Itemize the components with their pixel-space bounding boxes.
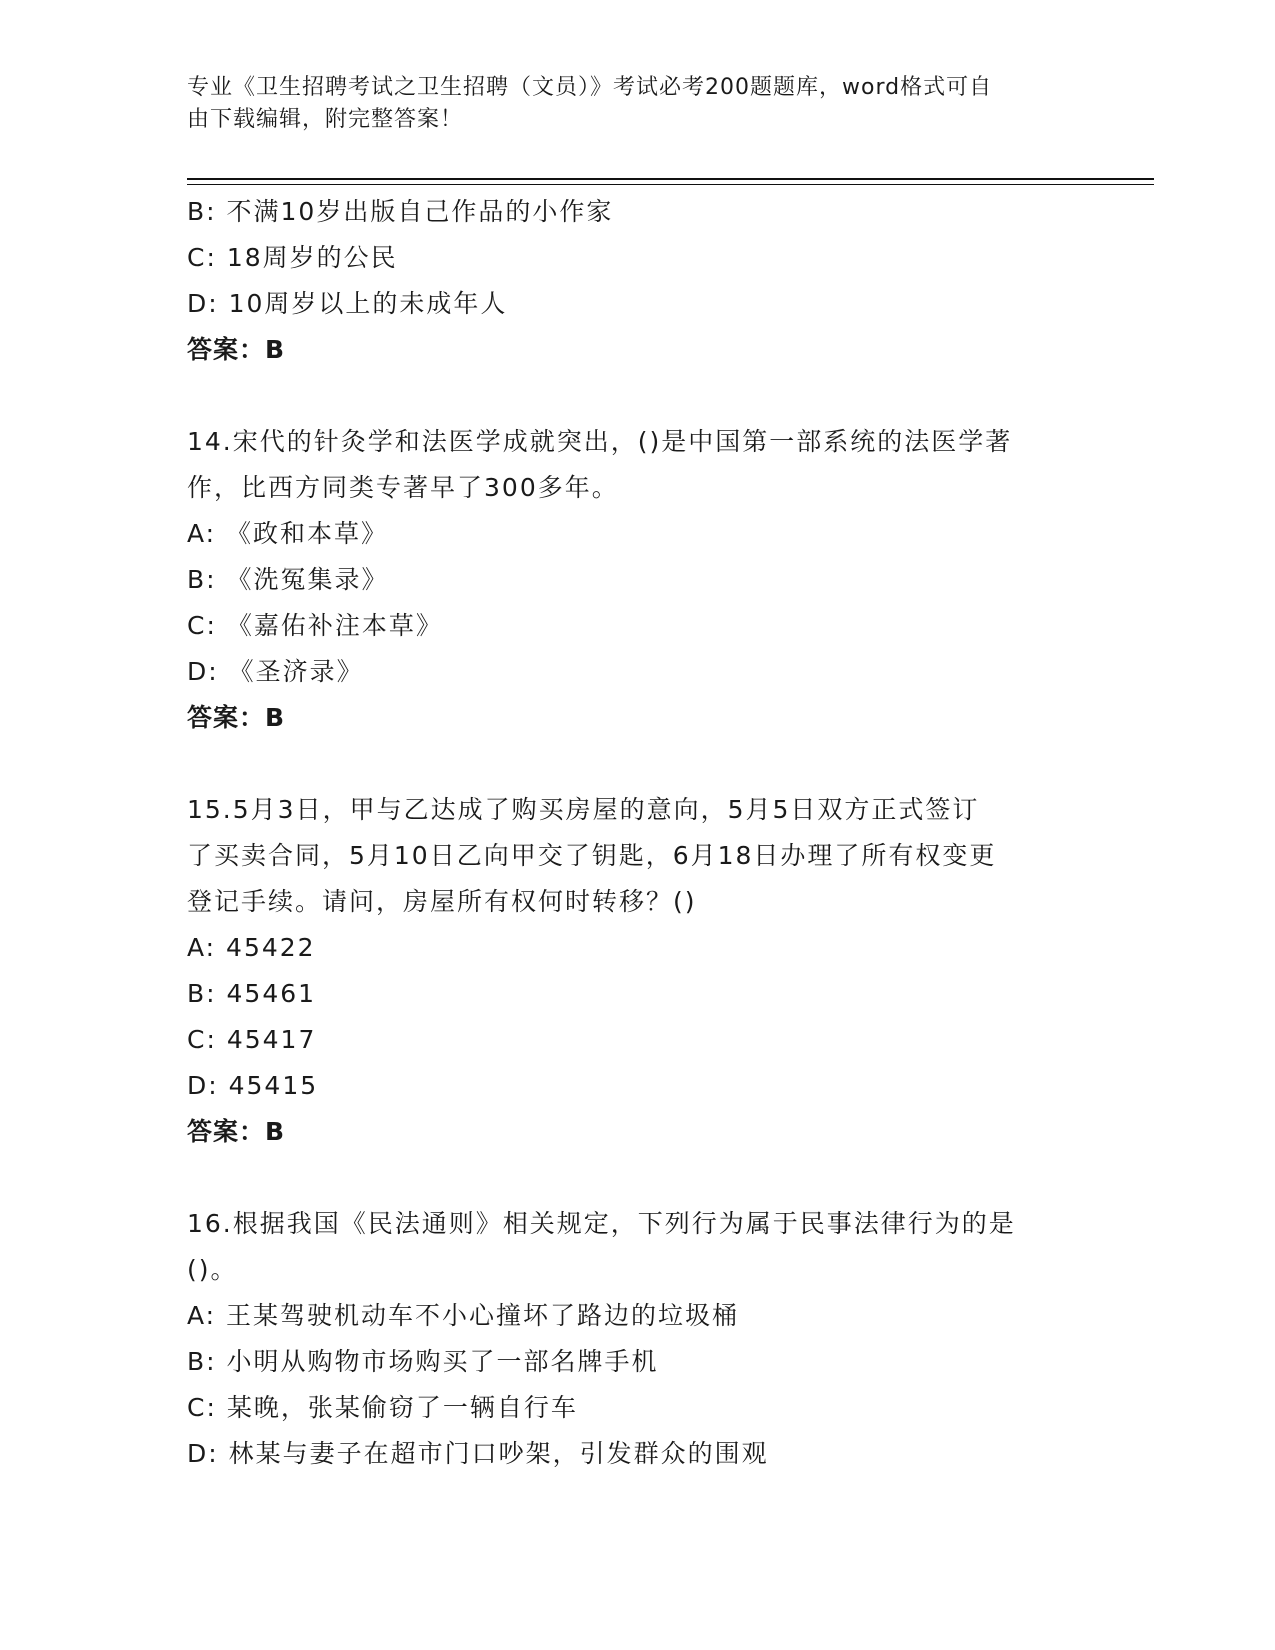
answer: 答案：B: [187, 1117, 286, 1146]
option-d: D: 45415: [187, 1071, 319, 1100]
option-b: B: 45461: [187, 979, 317, 1008]
option-b: B: 《洗冤集录》: [187, 565, 389, 594]
option-c: C: 《嘉佑补注本草》: [187, 611, 443, 640]
header-divider-thin: [187, 184, 1154, 185]
question-text-line: 15.5月3日，甲与乙达成了购买房屋的意向，5月5日双方正式签订: [187, 795, 980, 824]
option-a: A: 45422: [187, 933, 316, 962]
option-d: D: 林某与妻子在超市门口吵架，引发群众的围观: [187, 1439, 769, 1468]
question-text-line: 登记手续。请问，房屋所有权何时转移？(): [187, 887, 697, 916]
option-c: C: 18周岁的公民: [187, 243, 398, 272]
header-divider-thick: [187, 178, 1154, 180]
header-line-1: 专业《卫生招聘考试之卫生招聘（文员）》考试必考200题题库，word格式可自: [187, 75, 993, 100]
question-14: [187, 419, 1087, 741]
question-list: [187, 189, 1087, 1477]
answer: 答案：B: [187, 335, 286, 364]
document-header: [187, 72, 1067, 136]
question-13: [187, 189, 1087, 373]
answer: 答案：B: [187, 703, 286, 732]
header-line-2: 由下载编辑，附完整答案！: [187, 107, 464, 132]
question-text-line: 16.根据我国《民法通则》相关规定，下列行为属于民事法律行为的是: [187, 1209, 1016, 1238]
option-d: D: 《圣济录》: [187, 657, 364, 686]
option-a: A: 王某驾驶机动车不小心撞坏了路边的垃圾桶: [187, 1301, 740, 1330]
question-text-line: 14.宋代的针灸学和法医学成就突出，()是中国第一部系统的法医学著: [187, 427, 1013, 456]
option-b: B: 小明从购物市场购买了一部名牌手机: [187, 1347, 659, 1376]
question-text-line: 作，比西方同类专著早了300多年。: [187, 473, 619, 502]
option-c: C: 某晚，张某偷窃了一辆自行车: [187, 1393, 578, 1422]
question-text-line: 了买卖合同，5月10日乙向甲交了钥匙，6月18日办理了所有权变更: [187, 841, 997, 870]
question-text-line: ()。: [187, 1255, 238, 1284]
option-d: D: 10周岁以上的未成年人: [187, 289, 508, 318]
option-c: C: 45417: [187, 1025, 317, 1054]
question-16: [187, 1201, 1087, 1477]
option-b: B: 不满10岁出版自己作品的小作家: [187, 197, 614, 226]
option-a: A: 《政和本草》: [187, 519, 389, 548]
question-15: [187, 787, 1087, 1155]
